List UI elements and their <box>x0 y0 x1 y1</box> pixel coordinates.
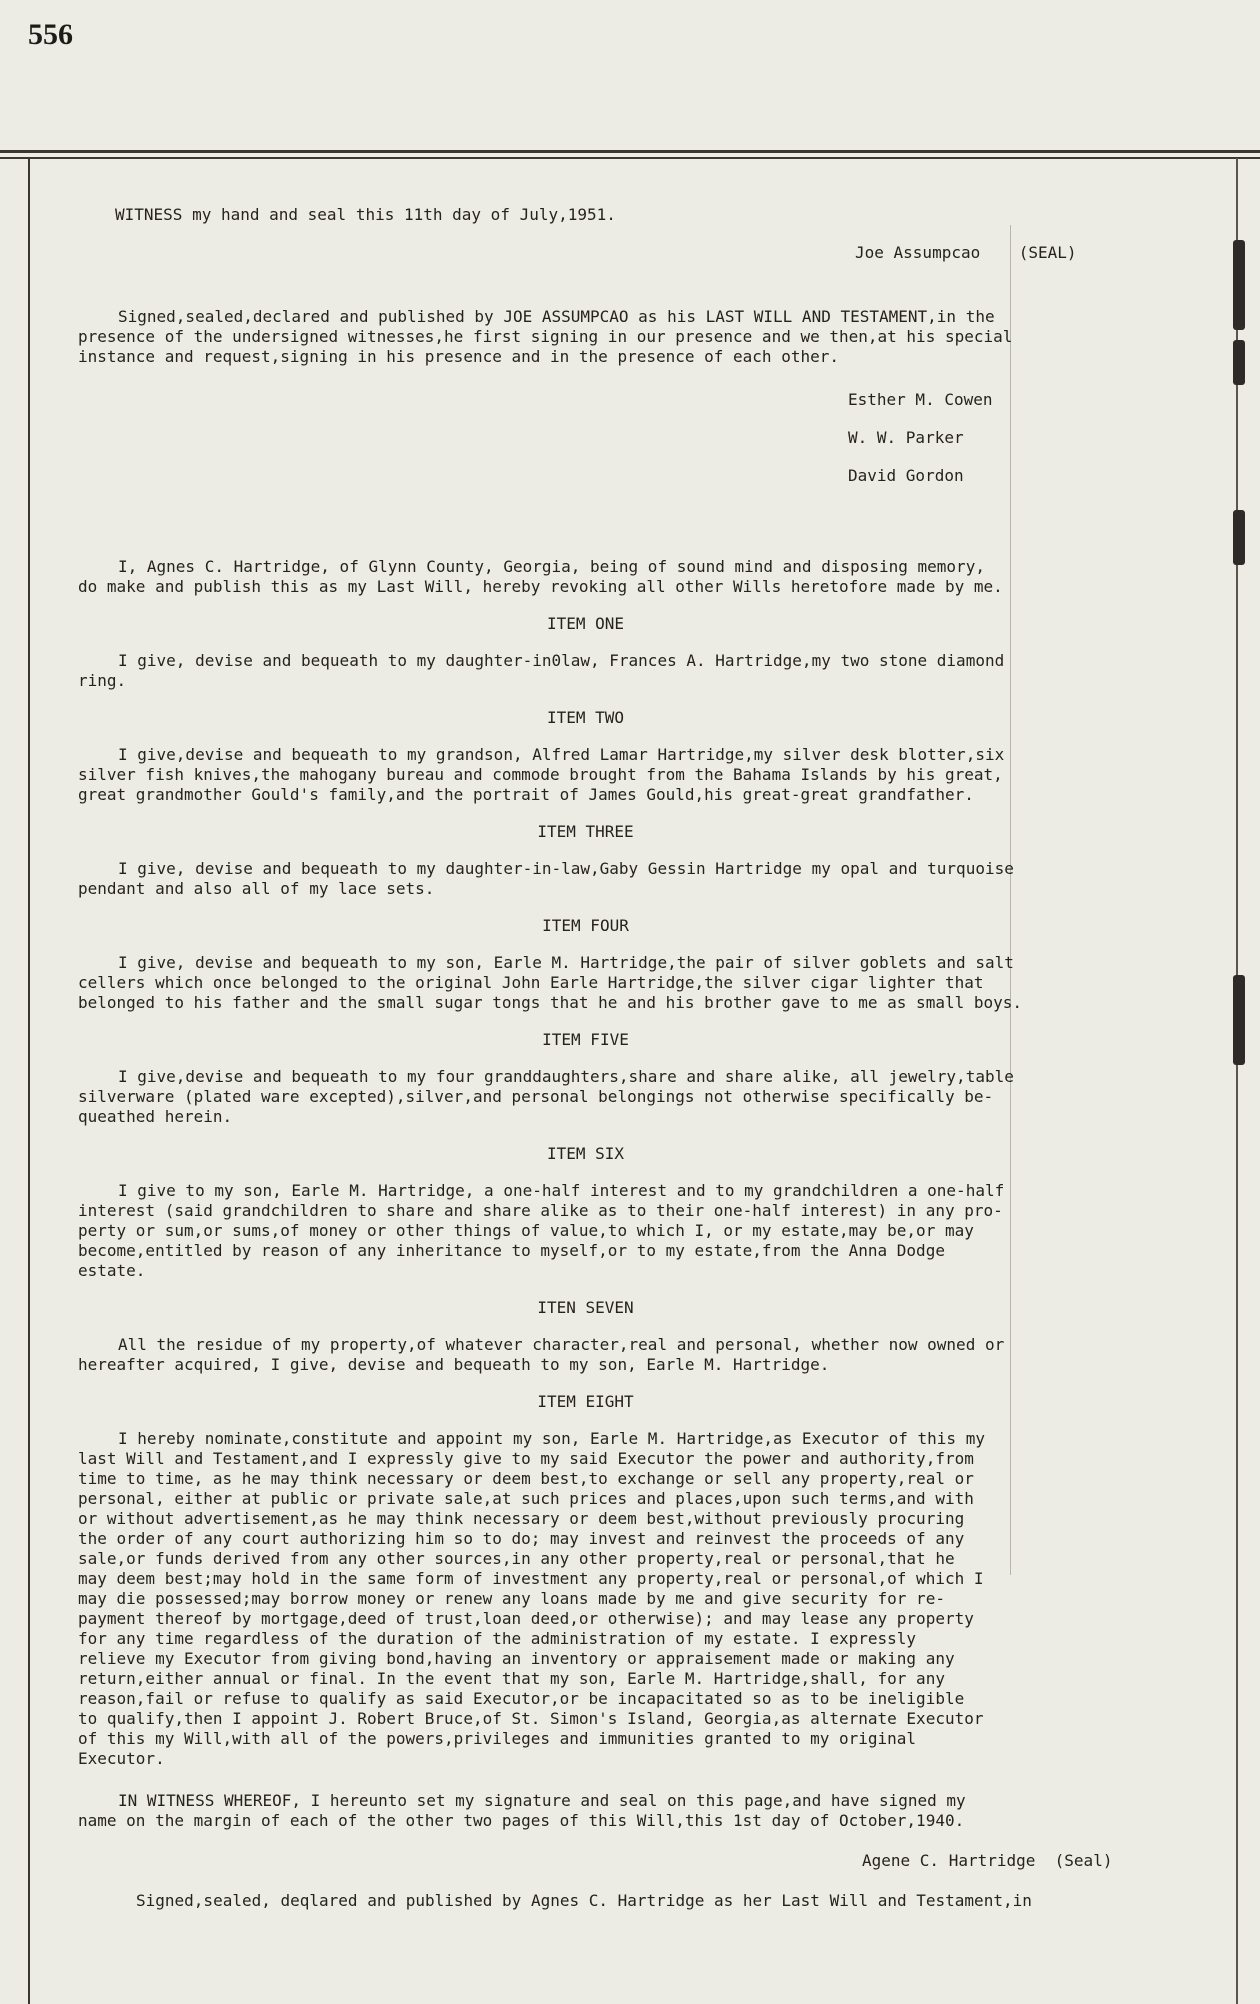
witness-clause: WITNESS my hand and seal this 11th day of July,1951. <box>115 205 616 224</box>
binder-tab <box>1233 975 1245 1065</box>
item-heading: ITEM ONE <box>546 614 625 633</box>
text-line: for any time regardless of the duration of the administration of my estate. I expressly <box>78 1629 917 1648</box>
text-line: pendant and also all of my lace sets. <box>78 879 435 898</box>
binder-tab <box>1233 340 1245 385</box>
top-rule-double <box>0 157 1260 159</box>
text-line: belonged to his father and the small sugar tongs that he and his brother gave to me as small boys. <box>78 993 1023 1012</box>
binder-tab <box>1233 510 1245 565</box>
text-line: do make and publish this as my Last Will, hereby revoking all other Wills heretofore made by me. <box>78 577 1003 596</box>
will-intro <box>78 557 1188 597</box>
text-line: may deem best;may hold in the same form of investment any property,real or personal,of which I <box>78 1569 984 1588</box>
document-body <box>78 205 1188 1911</box>
item-paragraph <box>78 651 1188 691</box>
text-line: the order of any court authorizing him so to do; may invest and reinvest the proceeds of any <box>78 1529 965 1548</box>
text-line: I give, devise and bequeath to my son, Earle M. Hartridge,the pair of silver goblets and salt <box>118 953 1014 972</box>
text-line: estate. <box>78 1261 146 1280</box>
final-signature: Agene C. Hartridge (Seal) <box>862 1851 1113 1870</box>
text-line: time to time, as he may think necessary or deem best,to exchange or sell any property,real or <box>78 1469 974 1488</box>
text-line: I give,devise and bequeath to my four granddaughters,share and share alike, all jewelry,table <box>118 1067 1014 1086</box>
witness-name: W. W. Parker <box>848 428 964 447</box>
left-border <box>28 158 30 2004</box>
testator-signature: Joe Assumpcao (SEAL) <box>855 243 1077 262</box>
witness-name: David Gordon <box>848 466 964 485</box>
text-line: I give to my son, Earle M. Hartridge, a one-half interest and to my grandchildren a one-half <box>118 1181 1005 1200</box>
item-paragraph <box>78 1429 1188 1769</box>
item-heading: ITEM EIGHT <box>537 1392 634 1411</box>
text-line: IN WITNESS WHEREOF, I hereunto set my signature and seal on this page,and have signed my <box>118 1791 966 1810</box>
witness-name: Esther M. Cowen <box>848 390 993 409</box>
page-number: 556 <box>28 18 73 51</box>
item-paragraph <box>78 953 1188 1013</box>
text-line: name on the margin of each of the other two pages of this Will,this 1st day of October,1940. <box>78 1811 965 1830</box>
text-line: return,either annual or final. In the event that my son, Earle M. Hartridge,shall, for any <box>78 1669 945 1688</box>
text-line: cellers which once belonged to the original John Earle Hartridge,the silver cigar lighter that <box>78 973 984 992</box>
text-line: queathed herein. <box>78 1107 233 1126</box>
item-paragraph <box>78 859 1188 899</box>
text-line: perty or sum,or sums,of money or other things of value,to which I, or my estate,may be,or may <box>78 1221 974 1240</box>
item-heading: ITEM FIVE <box>542 1030 629 1049</box>
text-line: silver fish knives,the mahogany bureau and commode brought from the Bahama Islands by his great, <box>78 765 1003 784</box>
text-line: I give,devise and bequeath to my grandson, Alfred Lamar Hartridge,my silver desk blotter,six <box>118 745 1005 764</box>
text-line: presence of the undersigned witnesses,he first signing in our presence and we then,at his special <box>78 327 1013 346</box>
item-heading: ITEM SIX <box>546 1144 625 1163</box>
text-line: All the residue of my property,of whatever character,real and personal, whether now owned or <box>118 1335 1005 1354</box>
will-items <box>78 597 1188 1769</box>
text-line: may die possessed;may borrow money or renew any loans made by me and give security for re- <box>78 1589 945 1608</box>
text-line: personal, either at public or private sale,at such prices and places,upon such terms,and with <box>78 1489 974 1508</box>
text-line: I give, devise and bequeath to my daughter-in0law, Frances A. Hartridge,my two stone diamond <box>118 651 1005 670</box>
text-line: great grandmother Gould's family,and the portrait of James Gould,his great-great grandfather. <box>78 785 974 804</box>
top-rule <box>0 150 1260 153</box>
item-heading: ITEM TWO <box>546 708 625 727</box>
text-line: become,entitled by reason of any inheritance to myself,or to my estate,from the Anna Dodge <box>78 1241 945 1260</box>
text-line: I, Agnes C. Hartridge, of Glynn County, Georgia, being of sound mind and disposing memory, <box>118 557 985 576</box>
text-line: payment thereof by mortgage,deed of trust,loan deed,or otherwise); and may lease any property <box>78 1609 974 1628</box>
item-heading: ITEN SEVEN <box>537 1298 634 1317</box>
attestation-clause <box>78 307 1188 367</box>
text-line: or without advertisement,as he may think necessary or deem best,without previously procuring <box>78 1509 965 1528</box>
text-line: to qualify,then I appoint J. Robert Bruce,of St. Simon's Island, Georgia,as alternate Executor <box>78 1709 984 1728</box>
text-line: Executor. <box>78 1749 165 1768</box>
item-paragraph <box>78 1181 1188 1281</box>
binder-tab <box>1233 240 1245 330</box>
item-heading: ITEM THREE <box>537 822 634 841</box>
item-paragraph <box>78 745 1188 805</box>
item-paragraph <box>78 1335 1188 1375</box>
text-line: last Will and Testament,and I expressly give to my said Executor the power and authority,from <box>78 1449 974 1468</box>
testimonium-clause <box>78 1791 1188 1831</box>
text-line: instance and request,signing in his presence and in the presence of each other. <box>78 347 839 366</box>
text-line: hereafter acquired, I give, devise and bequeath to my son, Earle M. Hartridge. <box>78 1355 830 1374</box>
text-line: Signed,sealed,declared and published by JOE ASSUMPCAO as his LAST WILL AND TESTAMENT,in the <box>118 307 995 326</box>
text-line: interest (said grandchildren to share and share alike as to their one-half interest) in any pro- <box>78 1201 1003 1220</box>
text-line: relieve my Executor from giving bond,having an inventory or appraisement made or making any <box>78 1649 955 1668</box>
text-line: sale,or funds derived from any other sources,in any other property,real or personal,that he <box>78 1549 955 1568</box>
item-paragraph <box>78 1067 1188 1127</box>
right-border <box>1236 158 1238 2004</box>
text-line: ring. <box>78 671 127 690</box>
text-line: of this my Will,with all of the powers,privileges and immunities granted to my original <box>78 1729 917 1748</box>
witness-list <box>78 381 1188 495</box>
text-line: silverware (plated ware excepted),silver,and personal belongings not otherwise specifically be- <box>78 1087 994 1106</box>
closing-line: Signed,sealed, deqlared and published by Agnes C. Hartridge as her Last Will and Testament,in <box>136 1891 1032 1910</box>
item-heading: ITEM FOUR <box>542 916 629 935</box>
text-line: reason,fail or refuse to qualify as said Executor,or be incapacitated so as to be ineligible <box>78 1689 965 1708</box>
text-line: I give, devise and bequeath to my daughter-in-law,Gaby Gessin Hartridge my opal and turquoise <box>118 859 1014 878</box>
text-line: I hereby nominate,constitute and appoint my son, Earle M. Hartridge,as Executor of this my <box>118 1429 985 1448</box>
